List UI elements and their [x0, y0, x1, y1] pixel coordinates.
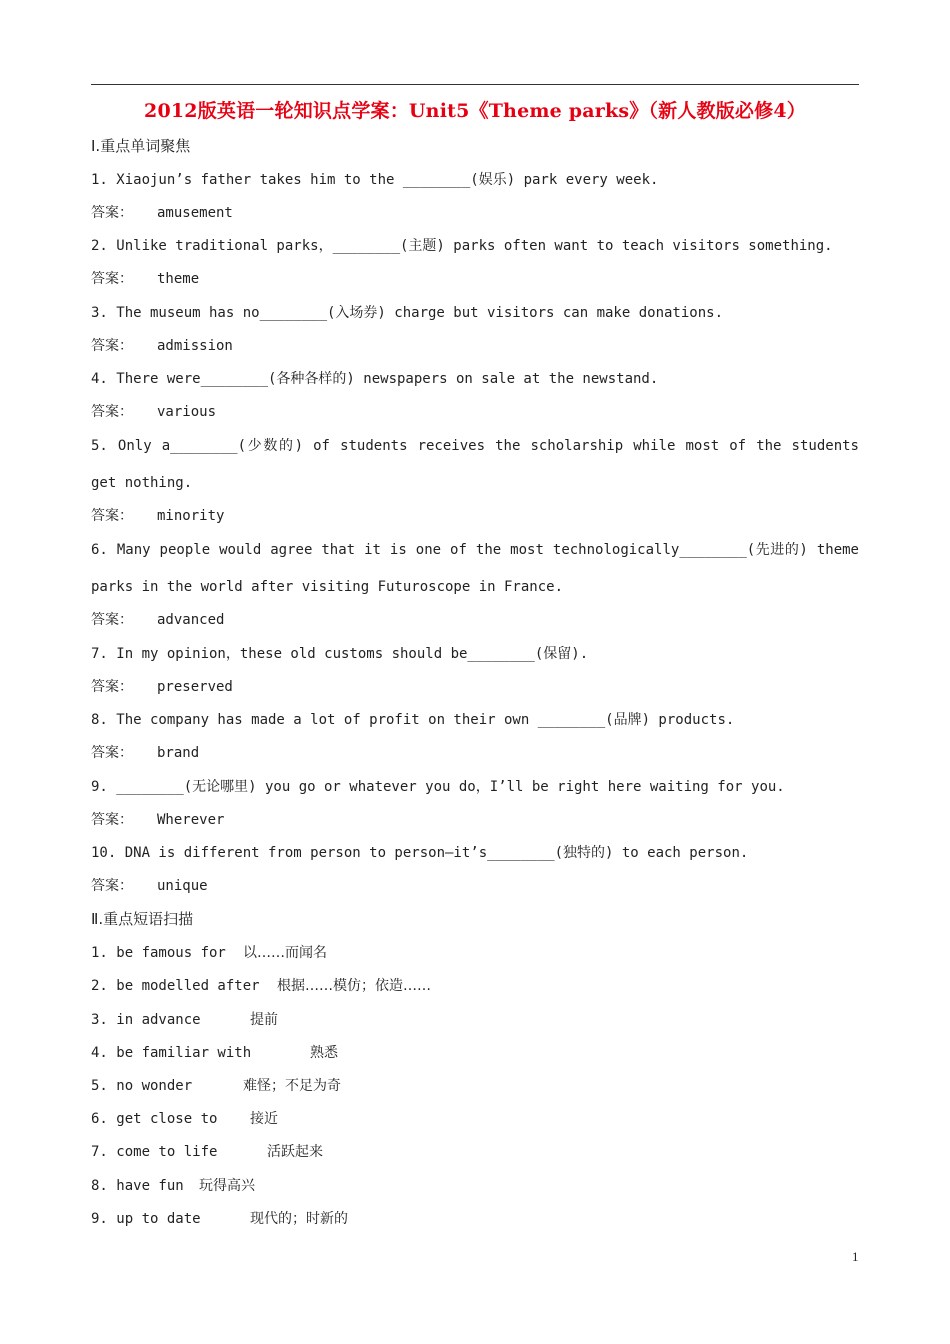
phrase-row [91, 977, 431, 995]
answer-label: 答案： [91, 404, 133, 420]
answer-value: preserved [157, 679, 233, 695]
section-heading: Ⅱ.重点短语扫描 [91, 910, 194, 928]
question-text-continued: get nothing. [91, 475, 193, 491]
answer-label: 答案： [91, 338, 133, 354]
question-text: 10. DNA is different from person to person—it’s________(独特的) to each person. [91, 845, 749, 861]
answer-row [91, 811, 224, 829]
answer-label: 答案： [91, 508, 133, 524]
phrase-chinese: 接近 [250, 1111, 278, 1127]
question-text: 4. There were________(各种各样的) newspapers on sale at the newstand. [91, 371, 659, 387]
phrase-chinese: 现代的；时新的 [250, 1211, 348, 1227]
phrase-english: 9. up to date [91, 1211, 201, 1227]
question-text: 2. Unlike traditional parks，________(主题) parks often want to teach visitors something. [91, 238, 833, 254]
answer-label: 答案： [91, 745, 133, 761]
answer-value: minority [157, 508, 225, 524]
answer-value: advanced [157, 612, 225, 628]
answer-row [91, 678, 233, 696]
question-text: 1. Xiaojun’s father takes him to the ________(娱乐) park every week. [91, 172, 659, 188]
phrase-english: 4. be familiar with [91, 1045, 252, 1061]
answer-row [91, 403, 216, 421]
answer-row [91, 877, 208, 895]
phrase-english: 6. get close to [91, 1111, 218, 1127]
header-rule [91, 84, 859, 85]
answer-label: 答案： [91, 205, 133, 221]
answer-row [91, 270, 199, 288]
answer-value: Wherever [157, 812, 225, 828]
page-number: 1 [852, 1249, 859, 1264]
phrase-chinese: 熟悉 [310, 1045, 338, 1061]
answer-value: various [157, 404, 217, 420]
answer-label: 答案： [91, 271, 133, 287]
answer-value: amusement [157, 205, 233, 221]
answer-row [91, 337, 233, 355]
answer-row [91, 507, 224, 525]
phrase-row [91, 1011, 278, 1029]
answer-label: 答案： [91, 612, 133, 628]
phrase-chinese: 玩得高兴 [199, 1178, 255, 1194]
question-text: 7. In my opinion，these old customs should be________(保留). [91, 646, 589, 662]
phrase-english: 1. be famous for [91, 945, 226, 961]
answer-row [91, 744, 199, 762]
question-text-continued: parks in the world after visiting Futuroscope in France. [91, 579, 564, 595]
phrase-english: 7. come to life [91, 1144, 218, 1160]
document-title: 2012版英语一轮知识点学案：Unit5《Theme parks》（新人教版必修4） [144, 100, 806, 122]
phrase-english: 8. have fun [91, 1178, 184, 1194]
phrase-row [91, 944, 327, 962]
answer-value: brand [157, 745, 200, 761]
phrase-chinese: 提前 [250, 1012, 278, 1028]
phrase-row [91, 1110, 278, 1128]
question-text: 3. The museum has no________(入场券) charge but visitors can make donations. [91, 305, 724, 321]
question-text: 5. Only a________(少数的) of students receives the scholarship while most of the students [91, 438, 859, 454]
section-heading: Ⅰ.重点单词聚焦 [91, 137, 191, 155]
phrase-row [91, 1143, 323, 1161]
phrase-row [91, 1210, 348, 1228]
answer-value: unique [157, 878, 208, 894]
phrase-english: 3. in advance [91, 1012, 201, 1028]
phrase-row [91, 1044, 338, 1062]
answer-row [91, 204, 233, 222]
answer-label: 答案： [91, 679, 133, 695]
phrase-chinese: 活跃起来 [267, 1144, 323, 1160]
phrase-chinese: 难怪；不足为奇 [243, 1078, 341, 1094]
question-text: 8. The company has made a lot of profit on their own ________(品牌) products. [91, 712, 735, 728]
phrase-row [91, 1177, 255, 1195]
phrase-english: 5. no wonder [91, 1078, 193, 1094]
phrase-chinese: 根据……模仿；依造…… [277, 978, 431, 994]
phrase-english: 2. be modelled after [91, 978, 260, 994]
question-text: 9. ________(无论哪里) you go or whatever you do，I’ll be right here waiting for you. [91, 779, 785, 795]
answer-value: admission [157, 338, 233, 354]
question-text: 6. Many people would agree that it is one of the most technologically________(先进的) theme [91, 542, 859, 558]
answer-label: 答案： [91, 878, 133, 894]
answer-label: 答案： [91, 812, 133, 828]
answer-row [91, 611, 224, 629]
answer-value: theme [157, 271, 200, 287]
phrase-row [91, 1077, 341, 1095]
phrase-chinese: 以……而闻名 [243, 945, 327, 961]
